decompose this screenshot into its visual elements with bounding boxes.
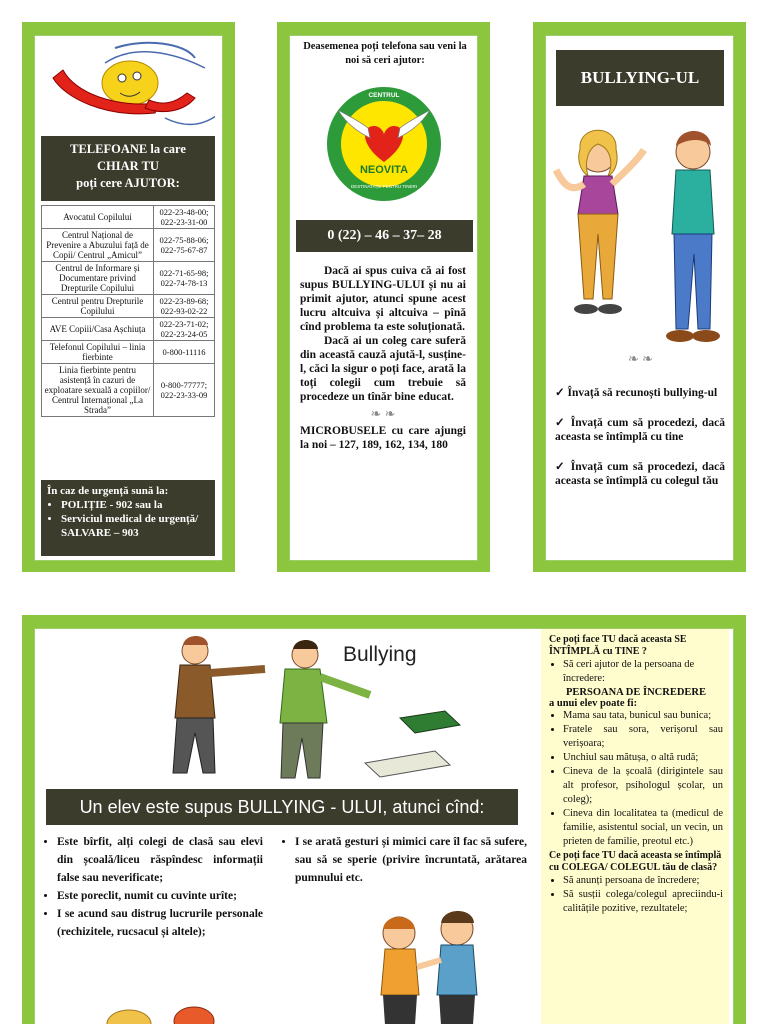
phone-number: 022-23-33-09 — [160, 390, 208, 400]
phone-number: 022-23-24-05 — [160, 329, 208, 339]
sign-item-4: • I se arată gesturi și mimici care îl fac să sufere, sau să se sperie (privire încruntată, arătarea pumnului etc. — [295, 833, 527, 887]
cover-item-1-text: Învață să recunoști bullying-ul — [567, 387, 718, 399]
panel-phones-inner — [34, 35, 223, 561]
trust-list — [549, 709, 723, 849]
cover-item-2-text: Învață cum să procedezi, dacă aceasta se întîmplă cu tine — [555, 417, 726, 443]
phone-row — [42, 341, 215, 364]
phones-title-line-1: TELEFOANE la care — [70, 142, 186, 156]
cover-title: BULLYING-UL — [580, 68, 700, 87]
check-icon: ✓ — [555, 417, 567, 429]
neovita-logo — [324, 84, 444, 204]
phone-number: 022-71-65-98; — [159, 268, 209, 278]
phone-numbers — [154, 295, 215, 318]
help-phone-number: 0 (22) – 46 – 37– 28 — [327, 228, 442, 243]
phone-org-name: Centrul de Informare și Documentare privind Drepturile Copilului — [42, 262, 154, 295]
sign-item-3: • I se acund sau distrug lucrurile personale (rechizitele, rucsacul și altele); — [57, 905, 263, 941]
trust-item-3: • Unchiul sau mătușa, o altă rudă; — [563, 751, 723, 765]
cover-item-3 — [555, 460, 725, 488]
help-para-2: Dacă ai un coleg care suferă din această cauză ajută-l, susține-l, căci la sigur o poți face, arată la toți colegii cum trebuie să procedeze un tînăr bine educat. — [300, 335, 466, 403]
trust-item-1: • Mama sau tata, bunicul sau bunica; — [563, 709, 723, 723]
advice-q2: Ce poți face TU dacă aceasta se întîmplă cu COLEGA/ COLEGUL tău de clasă? — [549, 850, 722, 873]
check-icon: ✓ — [555, 461, 567, 473]
trust-item-2: • Fratele sau sora, verișorul sau verișoara; — [563, 723, 723, 751]
phone-number: 0-800-77777; — [160, 380, 208, 390]
emergency-box — [41, 480, 215, 556]
bullying-cartoon-illustration — [548, 114, 733, 344]
left-signs-list — [41, 833, 263, 941]
help-intro: Deasemenea poți telefona sau veni la noi să ceri ajutor: — [303, 41, 467, 66]
phone-number: 0-800-11116 — [162, 347, 206, 357]
phone-number: 022-23-71-02; — [159, 319, 209, 329]
kids-cartoon-illustration — [99, 999, 249, 1024]
sign-item-2: • Este poreclit, numit cu cuvinte urîte; — [57, 887, 263, 905]
phones-title-box — [41, 136, 215, 201]
cover-list — [555, 386, 725, 488]
bullying-word: Bullying — [343, 643, 417, 666]
advice-q1-item: • Să ceri ajutor de la persoana de încredere: — [563, 658, 723, 686]
panel-inside — [22, 615, 746, 1024]
cover-ornament: ❧ ❧ — [627, 351, 654, 366]
panel-phones — [22, 22, 235, 572]
help-para-1: Dacă ai spus cuiva că ai fost supus BULLYING-ULUI și nu ai primit ajutor, atunci spune acest lucru altcuiva și altcuiva – pînă cînd problema ta este soluționată. — [300, 265, 466, 333]
phone-numbers — [154, 206, 215, 229]
phone-cartoon-icon — [45, 38, 215, 133]
boys-cartoon-illustration — [357, 905, 497, 1024]
logo-bottom-text: DESTINATAȚE PENTRU TINERI — [350, 184, 417, 189]
phone-number: 022-75-67-87 — [160, 245, 208, 255]
trust-item-5: • Cineva din localitatea ta (medicul de familie, asistentul social, un vecin, un prieten de familie, preotul etc.) — [563, 807, 723, 849]
advice-q2-item-2: • Să susții colega/colegul apreciindu-i calitățile pozitive, rezultatele; — [563, 888, 723, 916]
emergency-item-ambulance: • Serviciul medical de urgență/ SALVARE – 903 — [61, 512, 209, 540]
phones-title-line-3: poți cere AJUTOR: — [76, 176, 180, 190]
phone-org-name: Avocatul Copilului — [42, 206, 154, 229]
phone-numbers — [154, 318, 215, 341]
cover-item-3-text: Învață cum să procedezi, dacă aceasta se întîmplă cu colegul tău — [555, 461, 726, 487]
phone-row — [42, 318, 215, 341]
buses-text: MICROBUSELE cu care ajungi la noi – 127, 189, 162, 134, 180 — [300, 425, 466, 451]
panel-inside-inner — [34, 628, 734, 1024]
panel-cover — [533, 22, 746, 572]
cover-title-box — [556, 50, 724, 106]
trust-title: PERSOANA DE ÎNCREDERE — [565, 687, 707, 698]
advice-q1-list — [549, 658, 723, 686]
panel-help — [277, 22, 490, 572]
emergency-item-police: • POLIȚIE - 902 sau la — [61, 498, 209, 512]
logo-top-text: CENTRUL — [368, 92, 400, 99]
phone-numbers — [154, 229, 215, 262]
phones-title-line-2: CHIAR TU — [97, 159, 159, 173]
phone-number: 022-93-02-22 — [160, 306, 208, 316]
ornament-divider: ❧ ❧ — [370, 406, 396, 421]
inside-banner-text: Un elev este supus BULLYING - ULUI, atunci cînd: — [79, 797, 485, 817]
phone-number: 022-74-78-13 — [160, 278, 208, 288]
inside-banner — [46, 789, 518, 825]
help-text — [300, 264, 466, 452]
phone-org-name: AVE Copiii/Casa Așchiuța — [42, 318, 154, 341]
logo-name-text: NEOVITA — [359, 164, 409, 176]
phone-row — [42, 295, 215, 318]
phone-org-name: Centrul pentru Drepturile Copilului — [42, 295, 154, 318]
phone-number: 022-75-88-06; — [159, 235, 209, 245]
phone-org-name: Centrul Național de Prevenire a Abuzului față de Copii/ Centrul „Amicul” — [42, 229, 154, 262]
advice-q2-list — [549, 874, 723, 916]
trust-item-4: • Cineva de la școală (dirigintele sau alt profesor, psihologul școlar, un coleg); — [563, 765, 723, 807]
check-icon: ✓ — [555, 387, 565, 399]
advice-q1: Ce poți face TU dacă aceasta SE ÎNTÎMPLĂ cu TINE ? — [549, 634, 687, 657]
phone-row — [42, 364, 215, 417]
cover-item-2 — [555, 416, 725, 444]
phone-number: 022-23-89-68; — [159, 296, 209, 306]
phones-table — [41, 205, 215, 417]
advice-column — [541, 629, 729, 1024]
sign-item-1: • Este bîrfit, alți colegi de clasă sau elevi din școală/liceu răspîndesc informații false sau neverificate; — [57, 833, 263, 887]
help-phone-box — [296, 220, 473, 252]
phone-org-name: Telefonul Copilului – linia fierbinte — [42, 341, 154, 364]
panel-help-inner — [289, 35, 478, 561]
phone-number: 022-23-48-00; — [159, 207, 209, 217]
panel-cover-inner — [545, 35, 734, 561]
phone-row — [42, 262, 215, 295]
trust-subtitle: a unui elev poate fi: — [549, 698, 638, 709]
phone-numbers — [154, 262, 215, 295]
phone-org-name: Linia fierbinte pentru asistență în cazuri de exploatare sexuală a copiilor/ Centrul Internațional „La Strada” — [42, 364, 154, 417]
phone-number: 022-23-31-00 — [160, 217, 208, 227]
phone-row — [42, 229, 215, 262]
right-signs-list — [279, 833, 527, 887]
phone-numbers — [154, 341, 215, 364]
emergency-title: În caz de urgență sună la: — [47, 485, 169, 497]
phone-row — [42, 206, 215, 229]
advice-q2-item-1: • Să anunți persoana de încredere; — [563, 874, 723, 888]
phones-table-wrap — [41, 205, 215, 417]
cover-item-1 — [555, 386, 725, 400]
phone-numbers — [154, 364, 215, 417]
